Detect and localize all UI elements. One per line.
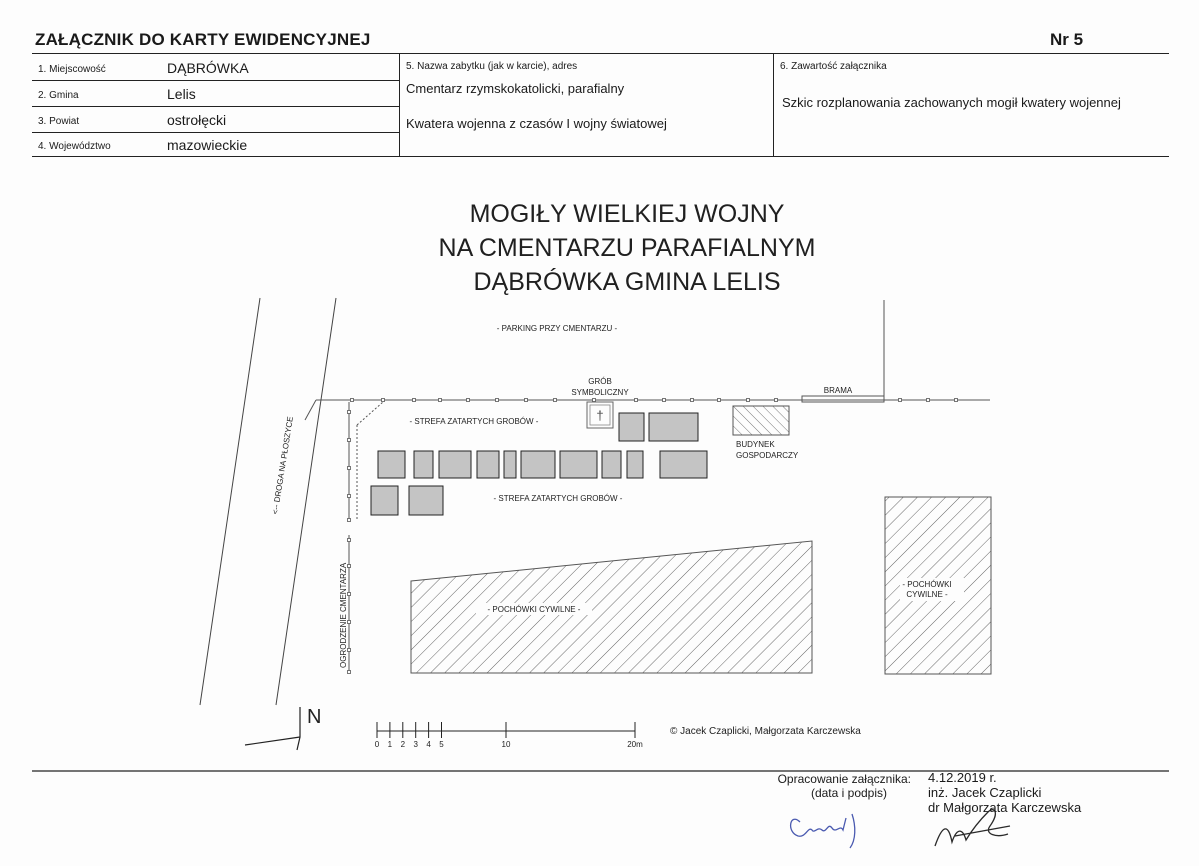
signature-czaplicki bbox=[791, 814, 855, 848]
monument-quarter: Kwatera wojenna z czasów I wojny światowej bbox=[406, 116, 667, 131]
fence-post bbox=[927, 399, 930, 402]
road-edge-left bbox=[200, 298, 260, 705]
fence-post bbox=[635, 399, 638, 402]
road-edge-right bbox=[276, 298, 336, 705]
fence-post bbox=[467, 399, 470, 402]
civil-burials-right-label-2: CYWILNE - bbox=[906, 590, 948, 599]
fence-post bbox=[525, 399, 528, 402]
fence-post bbox=[691, 399, 694, 402]
civil-burials-label: - POCHÓWKI CYWILNE - bbox=[487, 605, 581, 614]
faded-graves-zone-label-bottom: - STREFA ZATARTYCH GROBÓW - bbox=[493, 494, 623, 503]
north-label: N bbox=[307, 706, 322, 728]
footer-date-signature-label: (data i podpis) bbox=[810, 786, 887, 800]
grave bbox=[660, 451, 707, 478]
grave bbox=[619, 413, 644, 441]
fence-post bbox=[718, 399, 721, 402]
footer-prepared-label: Opracowanie załącznika: bbox=[777, 772, 911, 786]
signature-karczewska bbox=[935, 810, 1010, 846]
map-title-line-3: DĄBRÓWKA GMINA LELIS bbox=[473, 268, 781, 296]
grave bbox=[439, 451, 471, 478]
grave bbox=[371, 486, 398, 515]
north-arrow-shaft bbox=[245, 737, 300, 745]
scale-tick-label: 5 bbox=[439, 740, 444, 749]
fence-post bbox=[348, 539, 351, 542]
field-label-county: 3. Powiat bbox=[38, 116, 80, 127]
fence-post bbox=[413, 399, 416, 402]
grave bbox=[521, 451, 555, 478]
north-arrow-icon bbox=[297, 707, 300, 750]
contents-value: Szkic rozplanowania zachowanych mogił kwatery wojennej bbox=[782, 95, 1121, 110]
field-label-locality: 1. Miejscowość bbox=[38, 64, 106, 75]
fence-post bbox=[348, 411, 351, 414]
civil-burials-right-label-1: - POCHÓWKI bbox=[902, 580, 952, 589]
fence-post bbox=[496, 399, 499, 402]
fence-post bbox=[439, 399, 442, 402]
scale-tick-label: 4 bbox=[426, 740, 431, 749]
parking-label: - PARKING PRZY CMENTARZU - bbox=[496, 324, 618, 333]
fence-post bbox=[955, 399, 958, 402]
grave bbox=[560, 451, 597, 478]
fence-post bbox=[382, 399, 385, 402]
fence-post bbox=[593, 399, 596, 402]
grave bbox=[504, 451, 516, 478]
faded-graves-zone-label-top: - STREFA ZATARTYCH GROBÓW - bbox=[409, 417, 539, 426]
grave bbox=[602, 451, 621, 478]
field-label-voivodeship: 4. Województwo bbox=[38, 141, 111, 152]
fence-post bbox=[348, 519, 351, 522]
document-title: ZAŁĄCZNIK DO KARTY EWIDENCYJNEJ bbox=[35, 30, 371, 49]
scale-tick-label: 10 bbox=[501, 740, 511, 749]
monument-label: 5. Nazwa zabytku (jak w karcie), adres bbox=[406, 61, 578, 72]
footer-date: 4.12.2019 r. bbox=[928, 770, 997, 785]
grave bbox=[627, 451, 643, 478]
contents-label: 6. Zawartość załącznika bbox=[780, 61, 887, 72]
gate-label: BRAMA bbox=[823, 386, 853, 395]
fence-post bbox=[747, 399, 750, 402]
symbolic-grave-label-1: GRÓB bbox=[588, 377, 612, 386]
grave bbox=[477, 451, 499, 478]
grave bbox=[378, 451, 405, 478]
road-label: <-- DROGA NA PŁOSZYCE bbox=[270, 415, 295, 516]
scale-bar bbox=[375, 722, 643, 749]
utility-building bbox=[733, 406, 789, 435]
attachment-number: Nr 5 bbox=[1050, 30, 1084, 49]
fence-post bbox=[775, 399, 778, 402]
scale-tick-label: 1 bbox=[387, 740, 393, 749]
field-value-voivodeship: mazowieckie bbox=[167, 137, 248, 153]
cross-icon: † bbox=[596, 408, 604, 423]
utility-building-label-2: GOSPODARCZY bbox=[736, 451, 799, 460]
map-title-line-1: MOGIŁY WIELKIEJ WOJNY bbox=[469, 200, 785, 228]
grave bbox=[414, 451, 433, 478]
fence-post bbox=[554, 399, 557, 402]
gate bbox=[802, 396, 884, 402]
monument-name: Cmentarz rzymskokatolicki, parafialny bbox=[406, 81, 625, 96]
footer-author-2: dr Małgorzata Karczewska bbox=[928, 800, 1082, 815]
fence-post bbox=[348, 495, 351, 498]
footer-author-1: inż. Jacek Czaplicki bbox=[928, 785, 1042, 800]
grave bbox=[649, 413, 698, 441]
scale-tick-label: 2 bbox=[400, 740, 406, 749]
fence-post bbox=[348, 671, 351, 674]
fence-post bbox=[348, 467, 351, 470]
fence-label: OGRODZENIE CMENTARZA bbox=[339, 562, 348, 668]
field-value-locality: DĄBRÓWKA bbox=[167, 60, 249, 76]
map-title-line-2: NA CMENTARZU PARAFIALNYM bbox=[438, 234, 816, 262]
field-value-commune: Lelis bbox=[167, 86, 196, 102]
fence-post bbox=[348, 439, 351, 442]
field-label-commune: 2. Gmina bbox=[38, 90, 79, 101]
utility-building-label-1: BUDYNEK bbox=[736, 440, 775, 449]
fence-post bbox=[663, 399, 666, 402]
scale-tick-label: 0 bbox=[374, 740, 380, 749]
symbolic-grave-label-2: SYMBOLICZNY bbox=[571, 388, 629, 397]
copyright: © Jacek Czaplicki, Małgorzata Karczewska bbox=[670, 726, 861, 737]
civil-burials-area bbox=[411, 541, 812, 673]
fence-post bbox=[351, 399, 354, 402]
field-value-county: ostrołęcki bbox=[167, 112, 227, 128]
scale-tick-label: 3 bbox=[413, 740, 418, 749]
grave bbox=[409, 486, 443, 515]
fence-post bbox=[899, 399, 902, 402]
scale-tick-label: 20m bbox=[627, 740, 643, 749]
